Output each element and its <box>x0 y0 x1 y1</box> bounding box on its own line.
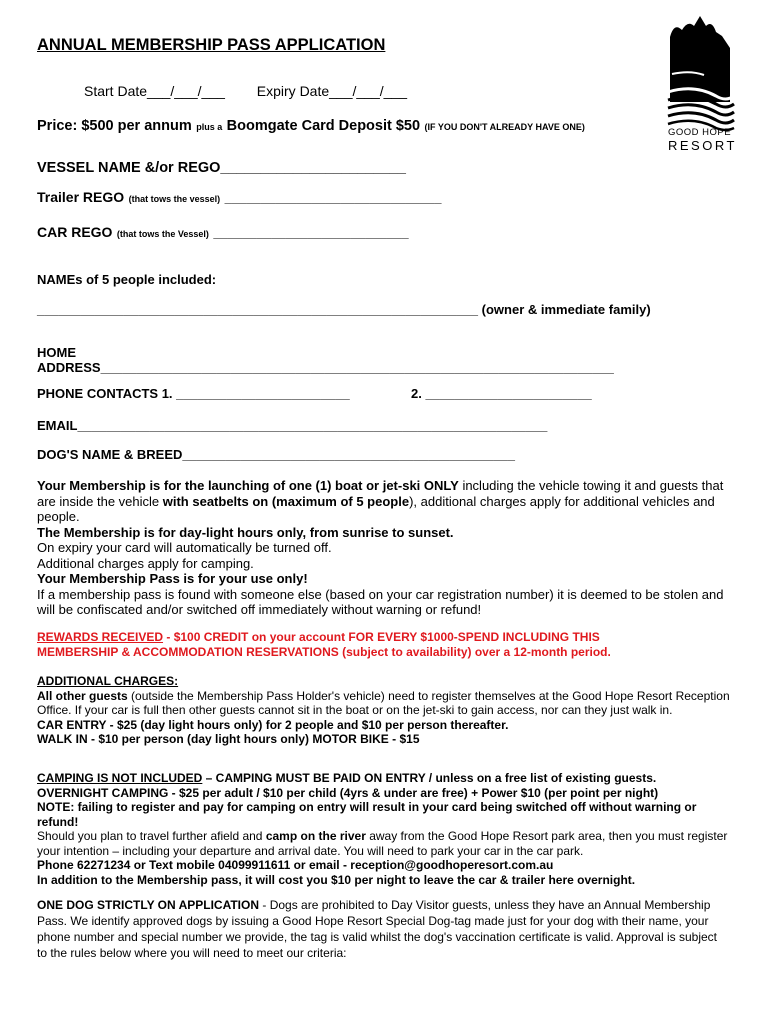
price-plus: plus a <box>196 122 223 132</box>
camping-note: NOTE: failing to register and pay for camping on entry will result in your card being switched off without warning or refund! <box>37 800 697 829</box>
logo-text-line1: GOOD HOPE <box>668 127 732 138</box>
expiry-date-field[interactable]: Expiry Date___/___/___ <box>256 83 407 99</box>
car-entry: CAR ENTRY - $25 (day light hours only) for 2 people and $10 per person thereafter. <box>37 717 509 732</box>
rewards-notice <box>37 630 677 660</box>
camping-section <box>37 771 737 887</box>
membership-p6: If a membership pass is found with someone else (based on your car registration number) it is deemed to be stolen and will be confiscated and/or switched off immediately without warning or refund! <box>37 586 724 617</box>
contact-details: Phone 62271234 or Text mobile 04099911611 or email - reception@goodhoperesort.com.au <box>37 858 554 872</box>
all-other-guests: All other guests <box>37 688 128 703</box>
car-rego-line[interactable]: ___________________________ <box>213 225 409 240</box>
date-fields <box>84 83 435 99</box>
resort-logo-icon <box>660 12 740 132</box>
names-field[interactable]: _____________________________________________________________ (owner & immediate family) <box>37 302 651 317</box>
membership-p3: On expiry your card will automatically be turned off. <box>37 540 332 555</box>
logo-text-line2: RESORT <box>668 138 737 153</box>
car-rego-field[interactable] <box>37 224 409 242</box>
membership-p4: Additional charges apply for camping. <box>37 555 254 571</box>
membership-p1b: including the vehicle towing it and guests that are inside the vehicle <box>37 478 724 509</box>
overnight-camping: OVERNIGHT CAMPING - $25 per adult / $10 per child (4yrs & under are free) + Power $10 (per point per night) <box>37 785 659 800</box>
membership-terms <box>37 478 737 618</box>
membership-p1a: Your Membership is for the launching of one (1) boat or jet-ski ONLY <box>37 478 459 493</box>
trailer-rego-line[interactable]: ______________________________ <box>224 190 442 205</box>
home-label: HOME <box>37 345 76 360</box>
membership-p5: Your Membership Pass is for your use only! <box>37 571 308 586</box>
car-rego-note: (that tows the Vessel) <box>116 229 209 239</box>
trailer-rego-field[interactable] <box>37 189 442 207</box>
dog-policy <box>37 897 727 961</box>
price-note: (IF YOU DON'T ALREADY HAVE ONE) <box>424 122 585 132</box>
dog-name-breed-field[interactable]: DOG'S NAME & BREED______________________________________________ <box>37 447 515 462</box>
trailer-rego-note: (that tows the vessel) <box>128 194 221 204</box>
phone-contact-2-field[interactable]: 2. _______________________ <box>411 386 592 401</box>
page-title: ANNUAL MEMBERSHIP PASS APPLICATION <box>37 36 386 54</box>
membership-p2: The Membership is for day-light hours only, from sunrise to sunset. <box>37 524 454 540</box>
phone-contact-1-field[interactable]: PHONE CONTACTS 1. ________________________ <box>37 386 350 401</box>
camping-plan-b: camp on the river <box>265 829 366 843</box>
good-hope-resort-logo <box>660 12 740 157</box>
names-label: NAMEs of 5 people included: <box>37 272 217 287</box>
email-field[interactable]: EMAIL_________________________________________________________________ <box>37 418 548 433</box>
camping-not-included: CAMPING IS NOT INCLUDED <box>37 771 203 785</box>
dog-policy-heading: ONE DOG STRICTLY ON APPLICATION <box>37 898 260 912</box>
membership-p1c: with seatbelts on (maximum of 5 people <box>162 493 410 509</box>
trailer-rego-label: Trailer REGO <box>37 189 125 205</box>
camping-plan-c: away from the Good Hope Resort park area, then you must register your intention – including your departure and arrival date. You will need to park your car in the car park. <box>37 829 728 858</box>
camping-plan-a: Should you plan to travel further afield and <box>37 829 266 843</box>
start-date-field[interactable]: Start Date___/___/___ <box>84 83 225 99</box>
membership-p1d: ), additional charges apply for additional vehicles and people. <box>37 493 715 524</box>
additional-charges <box>37 674 737 747</box>
dog-policy-text: - Dogs are prohibited to Day Visitor guests, unless they have an Annual Membership Pass. We identify approved dogs by issuing a Good Hope Resort Special Dog-tag made just for your dog with their name, your phone number and special number we provide, the tag is valid whilst the dog's vaccination certificate is valid. Approval is subject to the rules below where you will need to meet our criteria: <box>37 898 717 960</box>
rewards-label: REWARDS RECEIVED <box>37 630 164 644</box>
address-field[interactable]: ADDRESS_______________________________________________________________________ <box>37 360 614 375</box>
car-trailer-overnight: In addition to the Membership pass, it will cost you $10 per night to leave the car & trailer here overnight. <box>37 872 636 887</box>
walk-in: WALK IN - $10 per person (day light hours only) MOTOR BIKE - $15 <box>37 732 420 746</box>
rewards-text: - $100 CREDIT on your account FOR EVERY $1000-SPEND INCLUDING THIS MEMBERSHIP & ACCOMMODATION RESERVATIONS (subject to availability) over a 12-month period. <box>37 630 611 659</box>
price-label: Price: $500 per annum <box>37 118 192 134</box>
boomgate-deposit: Boomgate Card Deposit $50 <box>226 118 421 134</box>
guests-text: (outside the Membership Pass Holder's vehicle) need to register themselves at the Good Hope Resort Reception Office. If your car is full then other guests cannot sit in the boat or on the jet-ski to gain access, nor can they just walk in. <box>37 688 730 717</box>
vessel-rego-field[interactable]: VESSEL NAME &/or REGO_______________________ <box>37 160 406 176</box>
camping-must-pay: – CAMPING MUST BE PAID ON ENTRY / unless on a free list of existing guests. <box>202 771 657 785</box>
car-rego-label: CAR REGO <box>37 224 113 240</box>
price-line <box>37 117 585 135</box>
additional-charges-heading: ADDITIONAL CHARGES: <box>37 674 179 688</box>
